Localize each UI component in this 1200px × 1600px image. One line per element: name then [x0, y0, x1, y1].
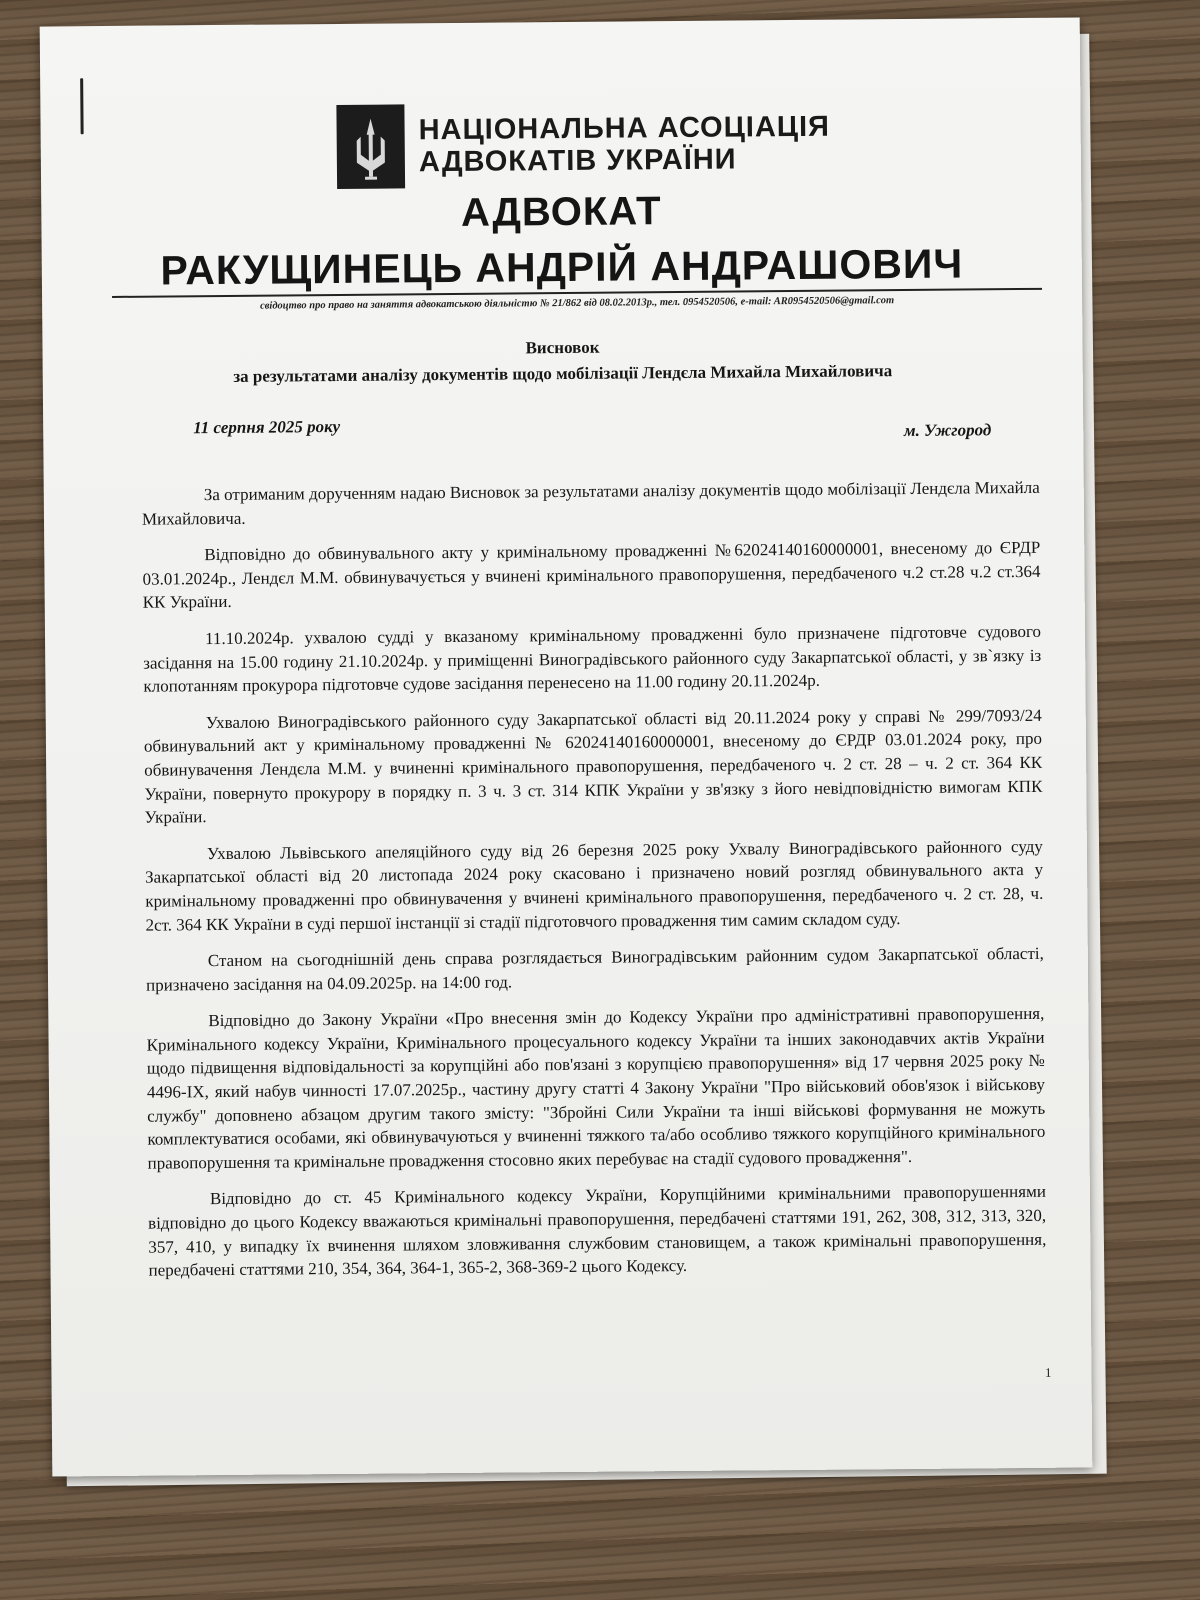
page-number: 1: [1044, 1364, 1052, 1380]
certificate-line: свідоцтво про право на заняття адвокатською діяльністю № 21/862 від 08.02.2013р., тел. 0954520506, e-mail: AR0954520506@gmail.com: [259, 295, 895, 312]
document-subtitle: за результатами аналізу документів щодо мобілізації Лендєла Михайла Михайловича: [233, 361, 893, 386]
document-title: Висновок: [525, 337, 600, 358]
lawyer-title: АДВОКАТ: [460, 189, 662, 235]
association-name-line2: АДВОКАТІВ УКРАЇНИ: [418, 143, 737, 179]
document-date: 11 серпня 2025 року: [193, 416, 341, 438]
document-city: м. Ужгород: [903, 420, 992, 441]
paragraph: Відповідно до ст. 45 Кримінального кодексу України, Корупційними кримінальними правопорушеннями відповідно до цього Кодексу вважаються кримінальні правопорушення, передбачені статтями 191, 262, 308, 312, 313, 320, 357, 410, у випадку їх вчинення шляхом зловживання службовим становищем, а також кримінальні правопорушення, передбачені статтями 210, 354, 364, 364-1, 365-2, 368-369-2 цього Кодексу.: [148, 1182, 1047, 1280]
paragraph: Ухвалою Львівського апеляційного суду від 26 березня 2025 року Ухвалу Виноградівського районного суду Закарпатської області від 20 листопада 2024 року скасовано і призначено новий розгляд обвинувального акта у кримінальному провадженні про обвинувачення у вчинені кримінального правопорушення, передбаченого ч. 2 ст. 28, ч. 2ст. 364 КК України в суді першої інстанції зі стадії підготовчого провадження тим самим складом суду.: [145, 836, 1044, 935]
pen-mark: [80, 78, 83, 134]
paragraph: Ухвалою Виноградівського районного суду Закарпатської області від 20.11.2024 року у справі № 299/7093/24 обвинувальний акт у кримінальному провадженні № 62024140160000001, внесеному до ЄРДР 03.01.2024 року, про обвинувачення Лендєла М.М. у вчиненні кримінального правопорушення, передбаченого ч. 2 ст. 28 – ч. 2 ст. 364 КК України, повернуто прокурору в порядку п. 3 ч. 3 ст. 314 КПК України у зв'язку з його невідповідністю вимогам КПК України.: [143, 705, 1043, 827]
document-page: [40, 17, 1093, 1476]
lawyer-name: РАКУЩИНЕЦЬ АНДРІЙ АНДРАШОВИЧ: [160, 240, 964, 294]
paragraph: Станом на сьогоднішній день справа розглядається Виноградівським районним судом Закарпатської області, призначено засідання на 04.09.2025р. на 14:00 год.: [145, 943, 1044, 995]
association-logo: [336, 98, 837, 192]
paragraph: Відповідно до Закону України «Про внесення змін до Кодексу України про адміністративні правопорушення, Кримінального кодексу України, Кримінального процесуального кодексу України та інших законодавчих актів України щодо підвищення відповідальності за корупційні або пов'язані з корупцією правопорушення» від 17 червня 2025 року № 4496-IX, який набув чинності 17.07.2025р., частину другу статті 4 Закону України "Про військовий обов'язок і військову службу" доповнено абзацом другим такого змісту: "Збройні Сили України та інші військові формування не можуть комплектуватися особами, які обвинувачуються у вчиненні тяжкого та/або особливо тяжкого корупційного кримінального правопорушення та кримінальне провадження стосовно яких перебуває на стадії судового провадження".: [146, 1004, 1046, 1173]
association-name-line1: НАЦІОНАЛЬНА АСОЦІАЦІЯ: [418, 110, 831, 147]
document-body: [142, 476, 1047, 1296]
paragraph: Відповідно до обвинувального акту у кримінальному провадженні №62024140160000001, внесеному до ЄРДР 03.01.2024р., Лендєл М.М. обвинувачується у вчинені кримінального правопорушення, передбаченого ч.2 ст.28 ч.2 ст.364 КК України.: [142, 538, 1041, 613]
trident-emblem-icon: [336, 104, 405, 189]
paragraph: За отриманим дорученням надаю Висновок за результатами аналізу документів щодо мобілізації Лендєла Михайла Михайловича.: [141, 477, 1040, 529]
paragraph: 11.10.2024р. ухвалою судді у вказаному кримінальному провадженні було призначене підготовче судового засідання на 15.00 годину 21.10.2024р. у приміщенні Виноградівського районного суду Закарпатської області, у зв`язку із клопотанням прокурора підготовче судове засідання перенесено на 11.00 годину 20.11.2024р.: [143, 621, 1042, 696]
